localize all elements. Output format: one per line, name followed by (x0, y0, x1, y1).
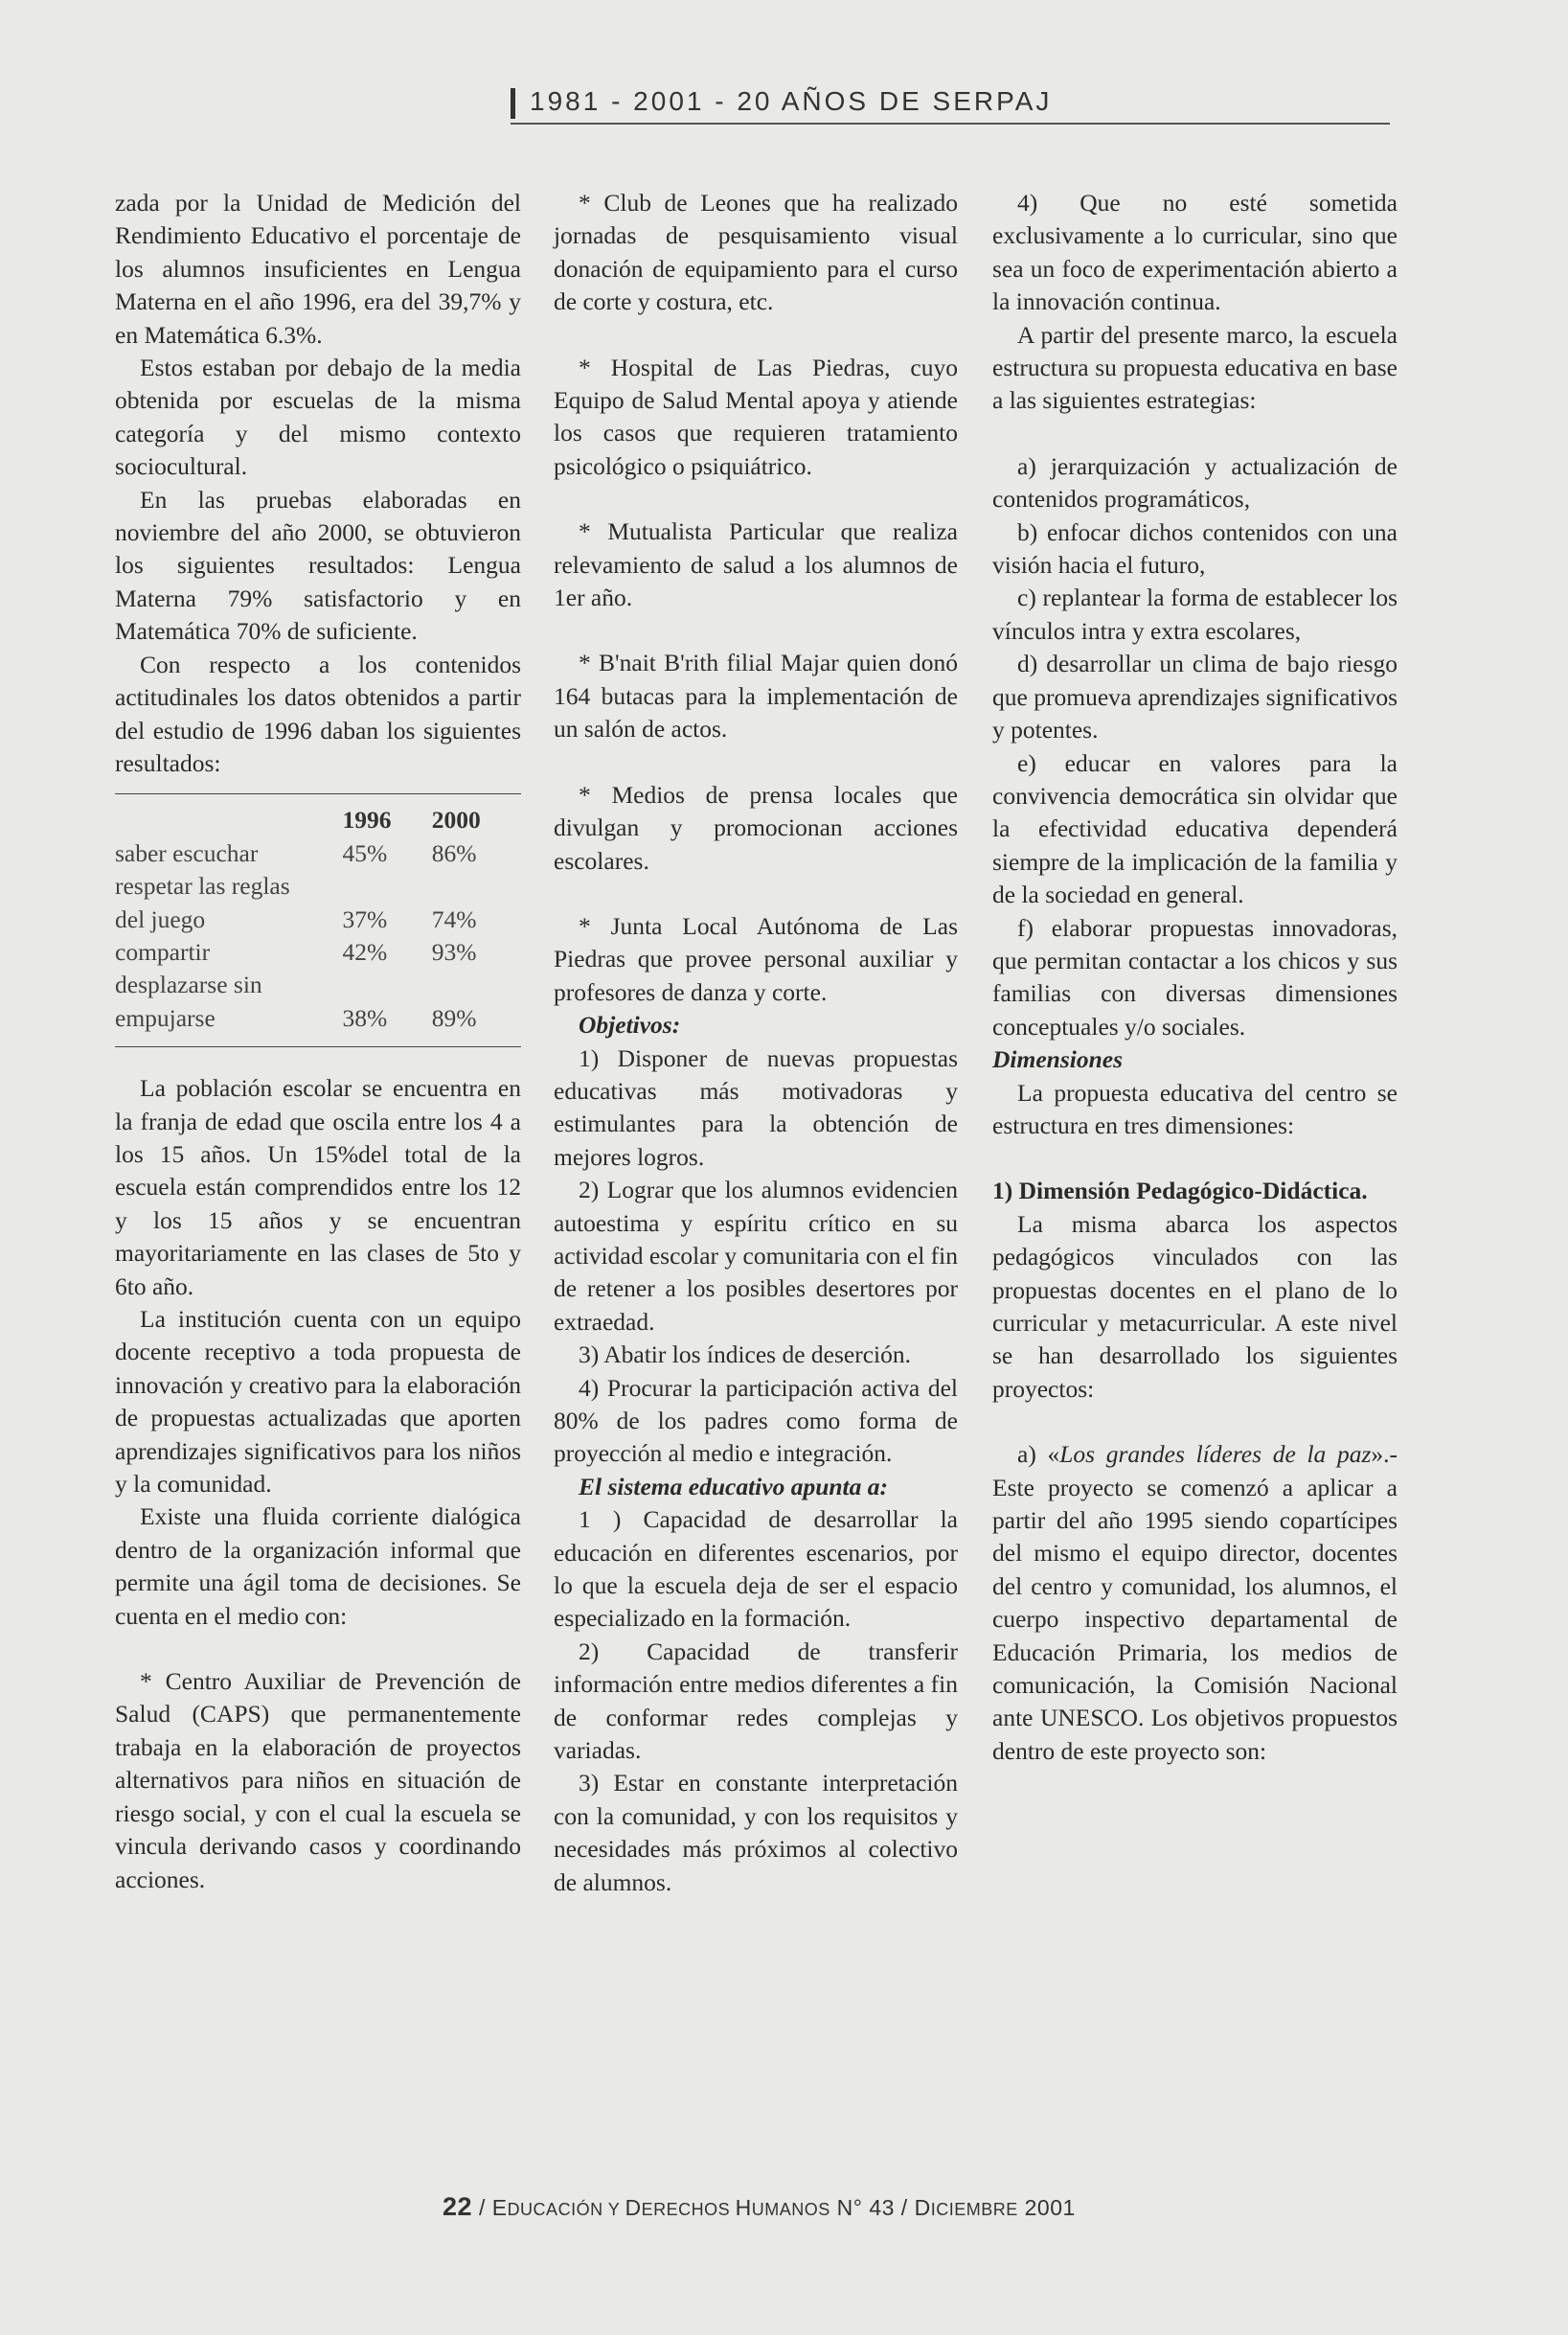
list-item: * Hospital de Las Piedras, cuyo Equipo de Salud Mental apoya y atiende los casos que requieren tratamiento psicológico o psiquiátrico. (554, 353, 958, 480)
list-item: 2) Lograr que los alumnos evidencien autoestima y espíritu crítico en su actividad escolar y comunitaria con el fin de retener a los posibles desertores por extraedad. (554, 1176, 958, 1336)
row-label: desplazarse sin (115, 971, 262, 999)
section-heading: El sistema educativo apunta a: (579, 1472, 889, 1500)
table-row (115, 969, 521, 1001)
row-value-1996: 37% (342, 904, 388, 933)
journal-name (492, 2195, 830, 2220)
paragraph: La misma abarca los aspectos pedagógicos vinculados con las propuestas docentes en el plano de lo curricular y metacurricular. A este nivel se han desarrollado los siguientes proyectos: (992, 1209, 1398, 1403)
small-caps: ERECHOS (641, 2200, 736, 2219)
list-item: a) jerarquización y actualización de contenidos programáticos, (992, 451, 1398, 514)
cap: H (735, 2195, 752, 2220)
paragraph: En las pruebas elaboradas en noviembre del año 2000, se obtuvieron los siguientes resultados: Lengua Materna 79% satisfactorio y en Matemática 70% de suficiente. (115, 485, 521, 646)
table-row (115, 1002, 521, 1035)
small-caps: ICIEMBRE (930, 2200, 1018, 2219)
column-3 (992, 187, 1398, 1768)
section-heading: Objetivos: (579, 1011, 681, 1040)
paragraph: Con respecto a los contenidos actitudinales los datos obtenidos a partir del estudio de 1996 daban los siguientes resultados: (115, 650, 521, 777)
list-item: d) desarrollar un clima de bajo riesgo que promueva aprendizajes significativos y potentes. (992, 650, 1398, 744)
list-item: * B'nait B'rith filial Majar quien donó 164 butacas para la implementación de un salón de actos. (554, 649, 958, 744)
table-header-2000: 2000 (431, 806, 481, 835)
separator: / (478, 2195, 486, 2220)
column-2 (554, 187, 958, 1899)
issue-number: N° 43 (836, 2195, 895, 2220)
list-item: c) replantear la forma de establecer los vínculos intra y extra escolares, (992, 584, 1398, 645)
table-row (115, 837, 521, 870)
row-value-2000: 93% (431, 937, 477, 966)
row-value-1996 (342, 969, 431, 1001)
paragraph (992, 1438, 1398, 1768)
table-top-rule (115, 793, 521, 794)
row-value-2000 (432, 870, 521, 903)
list-item: * Medios de prensa locales que divulgan y promocionan acciones escolares. (554, 780, 958, 875)
row-label: empujarse (115, 1003, 216, 1032)
row-value-2000 (432, 969, 521, 1001)
table-bottom-rule (115, 1046, 521, 1047)
list-item: 2) Capacidad de transferir información entre medios diferentes a fin de conformar redes complejas y variadas. (554, 1637, 958, 1765)
list-item: * Junta Local Autónoma de Las Piedras que provee personal auxiliar y profesores de danza y corte. (554, 911, 958, 1006)
cap: D (914, 2195, 931, 2220)
table-header-cell (115, 804, 342, 836)
table-row (115, 936, 521, 969)
project-title: Los grandes líderes de la paz (1059, 1440, 1372, 1469)
small-caps: DUCACIÓN Y (507, 2200, 625, 2219)
column-1 (115, 187, 521, 1896)
list-item: e) educar en valores para la convivencia democrática sin olvidar que la efectividad educativa dependerá siempre de la implicación de la familia y de la sociedad en general. (992, 748, 1398, 909)
row-label: del juego (115, 904, 206, 933)
running-header (511, 84, 1390, 125)
section-heading: 1) Dimensión Pedagógico-Didáctica. (992, 1177, 1368, 1205)
paragraph: * Centro Auxiliar de Prevención de Salud (CAPS) que permanentemente trabaja en la elaboración de proyectos alternativos para niños en situación de riesgo social, y con el cual la escuela se vincula derivando casos y coordinando acciones. (115, 1667, 521, 1893)
list-item: 4) Que no esté sometida exclusivamente a lo curricular, sino que sea un foco de experimentación abierto a la innovación continua. (992, 189, 1398, 316)
header-bar (511, 88, 515, 119)
cap: D (625, 2195, 642, 2220)
text-run: a) « (1017, 1440, 1060, 1469)
running-footer (443, 2192, 1076, 2222)
separator: / (900, 2195, 908, 2220)
results-table (115, 804, 521, 1035)
table-header-1996: 1996 (342, 806, 392, 835)
list-item: 4) Procurar la participación activa del 80% de los padres como forma de proyección al medio e integración. (554, 1373, 958, 1468)
list-item: 1 ) Capacidad de desarrollar la educación en diferentes escenarios, por lo que la escuela deja de ser el espacio especializado en la formación. (554, 1505, 958, 1633)
paragraph: La población escolar se encuentra en la franja de edad que oscila entre los 4 a los 15 años. Un 15%del total de la escuela están comprendidos entre los 12 y los 15 años y se encuentran mayoritariamente en las clases de 5to y 6to año. (115, 1074, 521, 1300)
page-number: 22 (443, 2192, 473, 2221)
paragraph: A partir del presente marco, la escuela estructura su propuesta educativa en base a las siguientes estrategias: (992, 320, 1398, 415)
table-row (115, 870, 521, 903)
issue-month (915, 2195, 1018, 2220)
row-value-2000: 86% (431, 838, 477, 867)
list-item: f) elaborar propuestas innovadoras, que permitan contactar a los chicos y sus familias con diversas dimensiones conceptuales y/o sociales. (992, 913, 1398, 1041)
text-run: ».- Este proyecto se comenzó a aplicar a partir del año 1995 siendo copartícipes del mismo el equipo director, docentes del centro y comunidad, los alumnos, el cuerpo inspectivo departamental de Educación Primaria, los medios de comunicación, la Comisión Nacional ante UNESCO. Los objetivos propuestos dentro de este proyecto son: (992, 1440, 1398, 1765)
row-label: respetar las reglas (115, 872, 290, 901)
paragraph: La propuesta educativa del centro se estructura en tres dimensiones: (992, 1078, 1398, 1139)
header-title: 1981 - 2001 - 20 AÑOS DE SERPAJ (530, 86, 1053, 116)
row-value-1996: 38% (342, 1003, 388, 1032)
list-item: * Club de Leones que ha realizado jornadas de pesquisamiento visual donación de equipamiento para el curso de corte y costura, etc. (554, 189, 958, 316)
row-label: saber escuchar (115, 838, 259, 867)
row-label: compartir (115, 937, 211, 966)
section-heading: Dimensiones (992, 1045, 1124, 1074)
row-value-1996 (342, 870, 431, 903)
cap: E (491, 2195, 508, 2220)
small-caps: UMANOS (751, 2200, 830, 2219)
list-item: b) enfocar dichos contenidos con una visión hacia el futuro, (992, 517, 1398, 580)
paragraph: zada por la Unidad de Medición del Rendimiento Educativo el porcentaje de los alumnos insuficientes en Lengua Materna en el año 1996, era del 39,7% y en Matemática 6.3%. (115, 189, 521, 349)
row-value-1996: 45% (342, 838, 388, 867)
table-header-row (115, 804, 521, 836)
table-row (115, 904, 521, 936)
row-value-1996: 42% (342, 937, 388, 966)
issue-year: 2001 (1024, 2195, 1076, 2220)
paragraph: Existe una fluida corriente dialógica dentro de la organización informal que permite una ágil toma de decisiones. Se cuenta en el medio con: (115, 1502, 521, 1630)
list-item: * Mutualista Particular que realiza relevamiento de salud a los alumnos de 1er año. (554, 517, 958, 612)
paragraph: Estos estaban por debajo de la media obtenida por escuelas de la misma categoría y del mismo contexto sociocultural. (115, 354, 521, 481)
row-value-2000: 89% (431, 1003, 477, 1032)
paragraph: La institución cuenta con un equipo docente receptivo a toda propuesta de innovación y creativo para la elaboración de propuestas actualizadas que aporten aprendizajes significativos para los niños y la comunidad. (115, 1305, 521, 1499)
list-item: 3) Estar en constante interpretación con la comunidad, y con los requisitos y necesidades más próximos al colectivo de alumnos. (554, 1769, 958, 1896)
list-item: 3) Abatir los índices de deserción. (579, 1340, 911, 1369)
list-item: 1) Disponer de nuevas propuestas educativas más motivadoras y estimulantes para la obtención de mejores logros. (554, 1043, 958, 1171)
row-value-2000: 74% (431, 904, 477, 933)
